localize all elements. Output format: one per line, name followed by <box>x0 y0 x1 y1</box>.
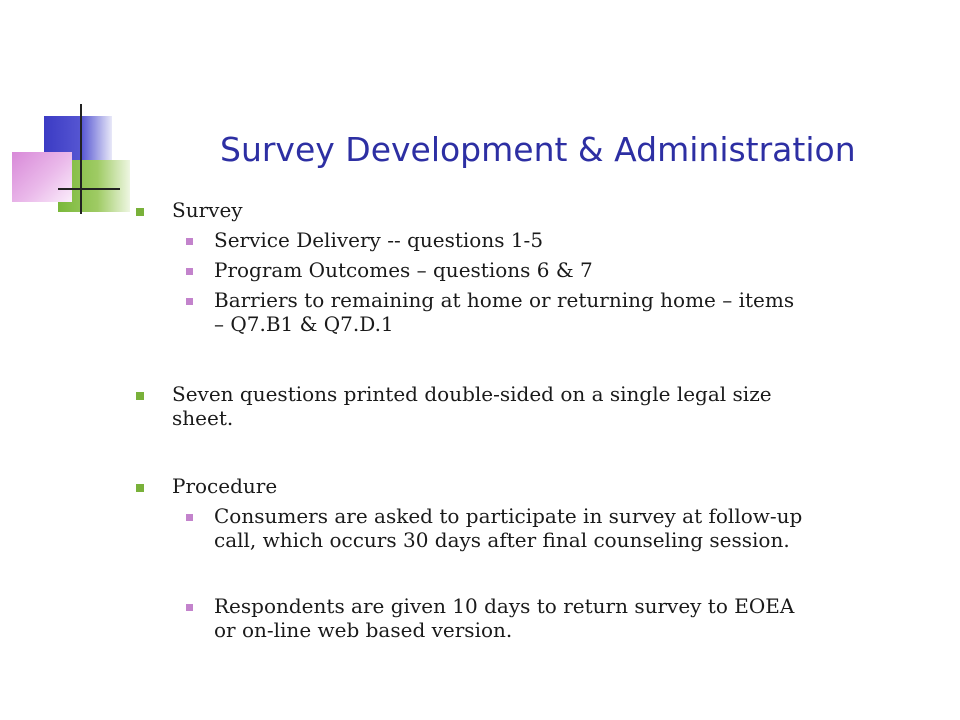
bullet-program-outcomes: Program Outcomes – questions 6 & 7 <box>214 258 593 282</box>
slide-title: Survey Development & Administration <box>220 130 856 169</box>
level2-bullet <box>186 514 193 521</box>
level2-bullet <box>186 238 193 245</box>
bullet-respondents-line2: or on-line web based version. <box>214 618 513 642</box>
bullet-consumers-line1: Consumers are asked to participate in survey at follow-up <box>214 504 803 528</box>
bullet-barriers-line1: Barriers to remaining at home or returning home – items <box>214 288 795 312</box>
bullet-respondents-line1: Respondents are given 10 days to return survey to EOEA <box>214 594 795 618</box>
level2-bullet <box>186 268 193 275</box>
bullet-survey: Survey <box>172 198 243 222</box>
level2-bullet <box>186 604 193 611</box>
level2-bullet <box>186 298 193 305</box>
bullet-consumers-line2: call, which occurs 30 days after final counseling session. <box>214 528 790 552</box>
level1-bullet <box>136 208 144 216</box>
bullet-service-delivery: Service Delivery -- questions 1-5 <box>214 228 544 252</box>
bullet-barriers-line2: – Q7.B1 & Q7.D.1 <box>214 312 394 336</box>
bullet-seven-questions-line2: sheet. <box>172 406 234 430</box>
bullet-seven-questions-line1: Seven questions printed double-sided on a single legal size <box>172 382 772 406</box>
level1-bullet <box>136 484 144 492</box>
bullet-procedure: Procedure <box>172 474 278 498</box>
level1-bullet <box>136 392 144 400</box>
